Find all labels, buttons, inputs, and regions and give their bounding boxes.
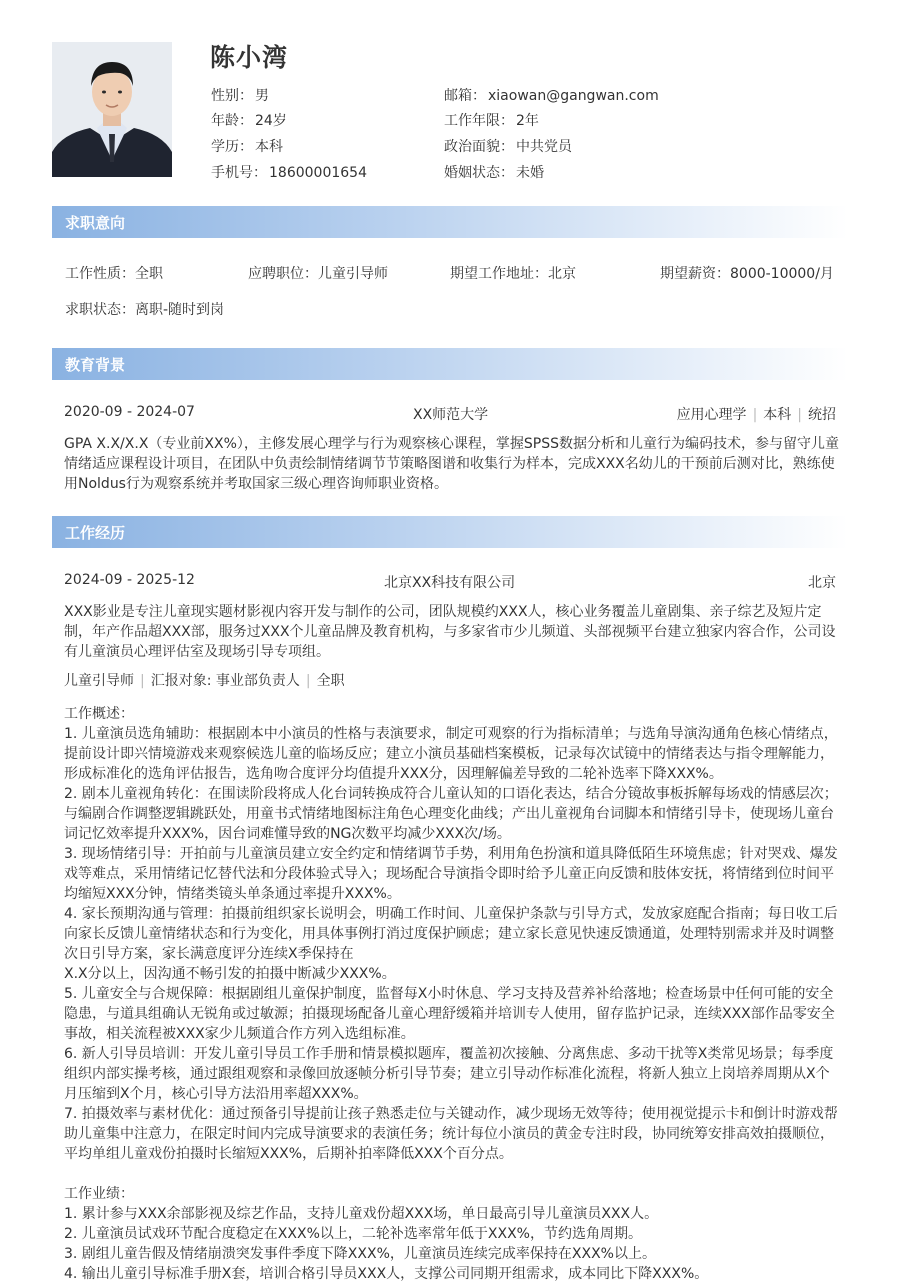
overview-label: 工作概述： [64,706,134,722]
info-email: 邮箱： xiaowan@gangwan.com [444,88,659,104]
section-title: 求职意向 [65,214,126,232]
intent-status: 求职状态：离职-随时到岗 [65,302,225,318]
section-header-intent [52,206,848,238]
info-phone: 手机号： 18600001654 [211,165,367,181]
candidate-name: 陈小湾 [210,43,289,72]
overview-item: 5. 儿童安全与合规保障：根据剧组儿童保护制度，监督每X小时休息、学习支持及营养补给落地；检查场景中任何可能的安全隐患，与道具组确认无锐角或过敏源；拍摄现场配备儿童心理舒缓箱并培训专人使用，留存监护记录，连续XXX部作品零安全事故，相关流程被XXX家少儿频道合作方列入选组标准。 [64,986,835,1042]
overview-item: X.X分以上，因沟通不畅引发的拍摄中断减少XXX%。 [64,966,396,982]
section-title: 教育背景 [65,356,126,374]
achievement-item: 4. 输出儿童引导标准手册X套，培训合格引导员XXX人，支撑公司同期开组需求，成本同比下降XXX%。 [64,1266,709,1282]
overview-item: 4. 家长预期沟通与管理：拍摄前组织家长说明会，明确工作时间、儿童保护条款与引导方式，发放家庭配合指南；每日收工后向家长反馈儿童情绪状态和行为变化，用具体事例打消过度保护顾虑；建立家长意见快速反馈通道，处理特别需求并及时调整次日引导方案，家长满意度评分连续X季保持在 [64,906,838,962]
education-date: 2020-09 - 2024-07 [64,404,195,420]
section-header-work [52,516,848,548]
info-gender: 性别： 男 [211,88,269,104]
work-role-info: 儿童引导师 | 汇报对象: 事业部负责人 | 全职 [64,673,345,689]
work-date: 2024-09 - 2025-12 [64,572,195,588]
intent-position: 应聘职位：儿童引导师 [248,266,388,282]
info-work-years: 工作年限： 2年 [444,113,539,129]
avatar [52,42,172,177]
overview-item: 7. 拍摄效率与素材优化：通过预备引导提前让孩子熟悉走位与关键动作，减少现场无效等待；使用视觉提示卡和倒计时游戏帮助儿童集中注意力，在限定时间内完成导演要求的表演任务；统计每位小演员的黄金专注时段，协同统筹安排高效拍摄顺位，平均单组儿童戏份拍摄时长缩短XXX%，后期补拍率降低XXX个百分点。 [64,1106,838,1162]
achievement-item: 2. 儿童演员试戏环节配合度稳定在XXX%以上，二轮补选率常年低于XXX%，节约选角周期。 [64,1226,642,1242]
overview-item: 2. 剧本儿童视角转化：在围读阶段将成人化台词转换成符合儿童认知的口语化表达，结合分镜故事板拆解每场戏的情感层次；与编剧合作调整逻辑跳跃处，用童书式情绪地图标注角色心理变化曲线；产出儿童视角台词脚本和情绪引导卡，使现场儿童台词记忆效率提升XXX%，因台词难懂导致的NG次数平均减少XXX次/场。 [64,786,838,842]
achievement-item: 3. 剧组儿童告假及情绪崩溃突发事件季度下降XXX%，儿童演员连续完成率保持在XXX%以上。 [64,1246,656,1262]
work-city: 北京 [808,575,836,591]
work-overview [64,704,840,1284]
info-marital-status: 婚姻状态： 未婚 [444,165,544,181]
overview-item: 6. 新人引导员培训：开发儿童引导员工作手册和情景模拟题库，覆盖初次接触、分离焦虑、多动干扰等X类常见场景；每季度组织内部实操考核，通过跟组观察和录像回放逐帧分析引导节奏；建立引导动作标准化流程，将新人独立上岗培养周期从X个月压缩到X个月，核心引导方法沿用率超XXX%。 [64,1046,834,1102]
info-education: 学历： 本科 [211,139,283,155]
info-political-status: 政治面貌： 中共党员 [444,139,572,155]
intent-job-type: 工作性质：全职 [65,266,163,282]
portrait-photo [52,42,172,177]
info-age: 年龄： 24岁 [211,113,287,129]
education-description: GPA X.X/X.X（专业前XX%），主修发展心理学与行为观察核心课程，掌握SPSS数据分析和儿童行为编码技术，参与留守儿童情绪适应课程设计项目，在团队中负责绘制情绪调节节策略图谱和收集行为样本，完成XXX名幼儿的干预前后测对比，熟练使用Noldus行为观察系统并考取国家三级心理咨询师职业资格。 [64,436,839,492]
overview-item: 3. 现场情绪引导：开拍前与儿童演员建立安全约定和情绪调节手势，利用角色扮演和道具降低陌生环境焦虑；针对哭戏、爆发戏等难点，采用情绪记忆替代法和分段体验式导入；现场配合导演指令即时给予儿童正向反馈和肢体安抚，将情绪到位时间平均缩短XXX分钟，情绪类镜头单条通过率提升XXX%。 [64,846,838,902]
achievements-label: 工作业绩： [64,1186,134,1202]
section-header-education [52,348,848,380]
work-company-description: XXX影业是专注儿童现实题材影视内容开发与制作的公司，团队规模约XXX人，核心业务覆盖儿童剧集、亲子综艺及短片定制，年产作品超XXX部，服务过XXX个儿童品牌及教育机构，与多家省市少儿频道、头部视频平台建立独家内容合作，公司设有儿童演员心理评估室及现场引导专项组。 [64,604,836,660]
education-school: XX师范大学 [413,407,489,423]
achievement-item: 1. 累计参与XXX余部影视及综艺作品，支持儿童戏份超XXX场，单日最高引导儿童演员XXX人。 [64,1206,659,1222]
work-company: 北京XX科技有限公司 [384,575,516,591]
education-major-info: 应用心理学 | 本科 | 统招 [676,407,836,423]
overview-item: 1. 儿童演员选角辅助：根据剧本中小演员的性格与表演要求，制定可观察的行为指标清单；与选角导演沟通角色核心情绪点，提前设计即兴情境游戏来观察候选儿童的临场反应；建立小演员基础档案模板，记录每次试镜中的情绪表达与指令理解能力，形成标准化的选角评估报告，选角吻合度评分均值提升XXX分，因理解偏差导致的二轮补选率下降XXX%。 [64,726,838,782]
section-title: 工作经历 [65,524,126,542]
intent-location: 期望工作地址：北京 [450,266,576,282]
intent-salary: 期望薪资：8000-10000/月 [660,266,834,282]
spacer [64,1164,840,1184]
